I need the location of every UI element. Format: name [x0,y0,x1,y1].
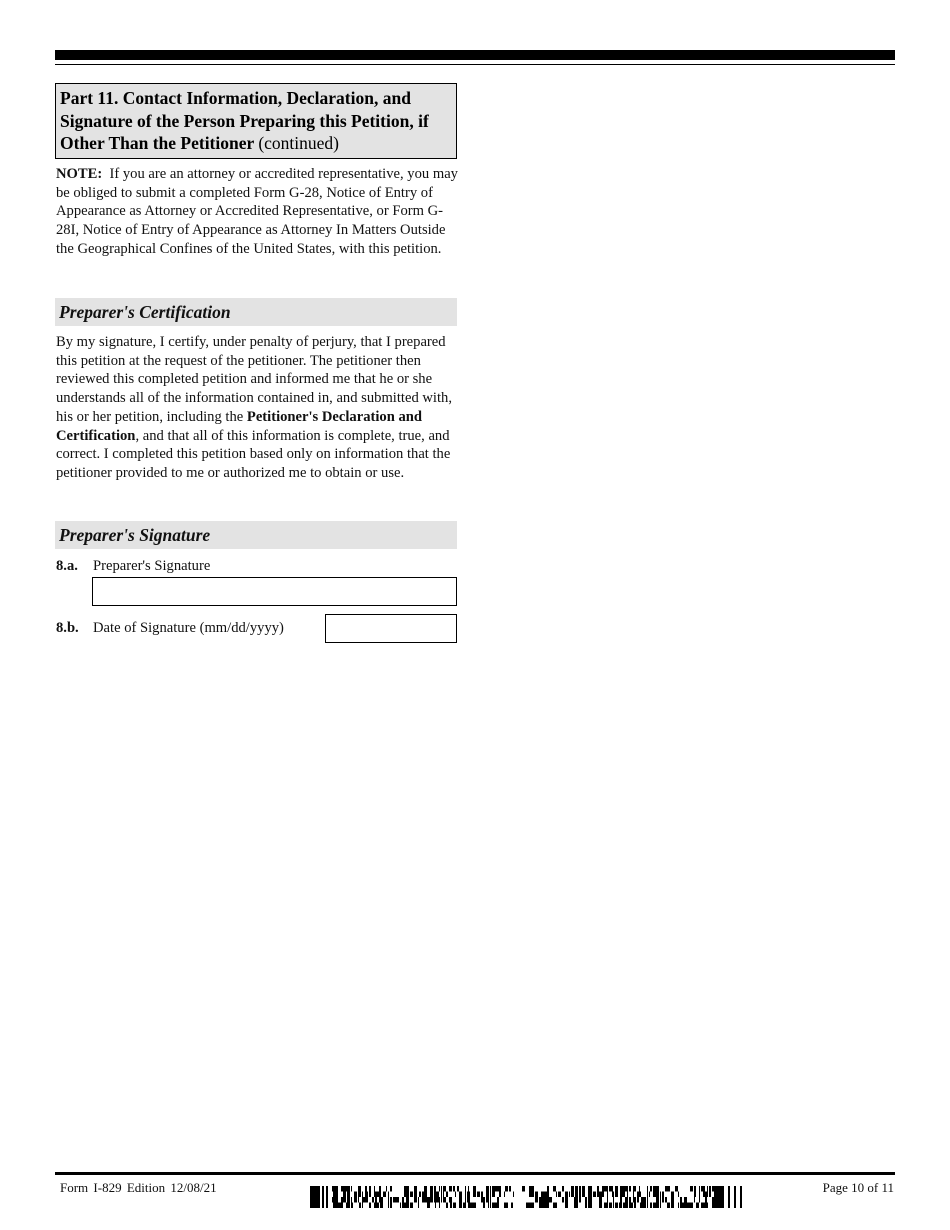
top-rule [55,50,895,60]
cert-bold-text: Petitioner's Declaration and Certification [56,408,423,444]
preparers-signature-heading: Preparer's Signature [55,521,457,549]
note-label: NOTE: [56,166,103,182]
preparer-signature-field[interactable] [92,577,457,606]
barcode-icon [310,1186,744,1208]
item-8b-label: Date of Signature (mm/dd/yyyy) [93,620,284,636]
note-text: If you are an attorney or accredited representative, you may be obliged to submit a completed Form G-28, Notice of Entry of Appearance as Attorney or Accredited Representative, or Form G-28I, Notice of Entry of Appearance as Attorney In Matters Outside the Geographical Confines of the United States, with this petition. [56,166,458,257]
cert-text-after: , and that all of this information is complete, true, and correct. I completed this petition based only on information that the petitioner provided to me or authorized me to obtain or use. [56,427,451,481]
note-paragraph [56,165,466,259]
footer-form-id: Form I-829 Edition 12/08/21 [60,1180,217,1195]
part-header-title: Part 11. Contact Information, Declaration, and Signature of the Person Preparing this Petition, if Other Than the Petitioner [60,88,429,153]
item-8a-number: 8.a. [56,558,78,574]
signature-date-field[interactable] [325,614,457,643]
part-11-header [55,83,457,159]
footer-page-number: Page 10 of 11 [822,1180,894,1195]
preparers-certification-heading: Preparer's Certification [55,298,457,326]
item-8a-label: Preparer's Signature [93,558,211,574]
part-header-continued: (continued) [258,133,339,153]
certification-paragraph [56,333,466,483]
footer-rule [55,1172,895,1175]
cert-text-before: By my signature, I certify, under penalty of perjury, that I prepared this petition at the request of the petitioner. The petitioner then reviewed this completed petition and informed me that he or she understands all of the information contained in, and submitted with, his or her petition, including the [56,334,452,425]
item-8b-number: 8.b. [56,620,79,636]
top-rule-thin [55,64,895,65]
